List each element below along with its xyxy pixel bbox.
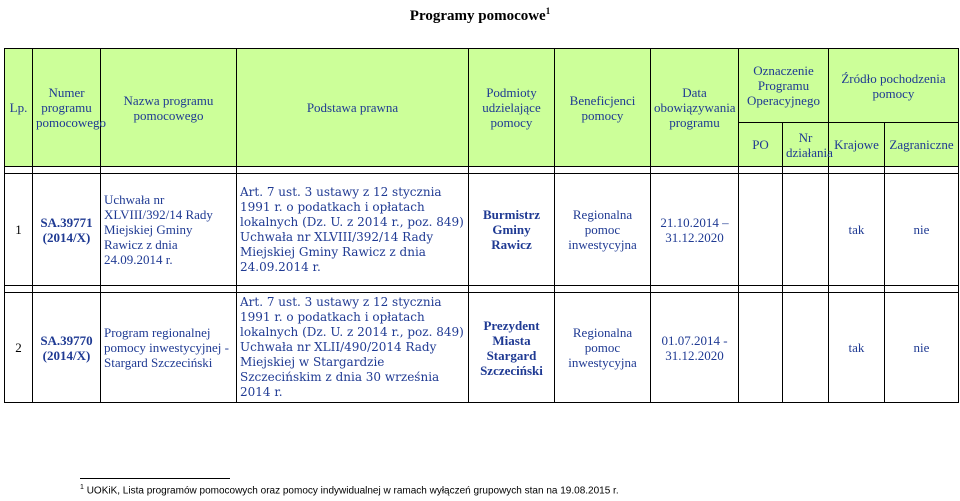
row-beneficjenci: Regionalna pomoc inwestycyjna [555, 174, 651, 286]
row-nazwa: Uchwała nr XLVIII/392/14 Rady Miejskiej Gminy Rawicz z dnia 24.09.2014 r. [101, 174, 237, 286]
header-podstawa: Podstawa prawna [237, 49, 469, 167]
footnote-marker: 1 [80, 484, 84, 491]
row-krajowe: tak [829, 293, 885, 403]
header-zagraniczne: Zagraniczne [885, 123, 959, 167]
row-beneficjenci: Regionalna pomoc inwestycyjna [555, 293, 651, 403]
title-footnote-marker: 1 [545, 6, 551, 16]
page-title: Programy pomocowe$^1$ [409, 6, 551, 24]
header-krajowe: Krajowe [829, 123, 885, 167]
row-lp: 2 [5, 293, 33, 403]
row-lp: 1 [5, 174, 33, 286]
header-zrodlo: Źródło pochodzenia pomocy [829, 49, 959, 123]
footnote [80, 484, 619, 496]
footnote-text: UOKiK, Lista programów pomocowych oraz pomocy indywidualnej w ramach wyłączeń grupowych stan na 19.08.2015 r. [86, 485, 619, 497]
row-podstawa: Art. 7 ust. 3 ustawy z 12 stycznia 1991 r. o podatkach i opłatach lokalnych (Dz. U. z 2014 r., poz. 849) Uchwała nr XLVIII/392/14 Rady Miejskiej Gminy Rawicz z dnia 24.09.2014 r. [237, 174, 469, 286]
row-podmioty: Prezydent Miasta Stargard Szczeciński [469, 293, 555, 403]
aid-programs-table [4, 48, 959, 403]
header-data: Data obowiązywania programu [651, 49, 739, 167]
row-nr-dzialania [783, 293, 829, 403]
row-nazwa: Program regionalnej pomocy inwestycyjnej - Stargard Szczeciński [101, 293, 237, 403]
footnote-divider [80, 478, 230, 479]
header-nazwa: Nazwa programu pomocowego [101, 49, 237, 167]
header-podmioty: Podmioty udzielające pomocy [469, 49, 555, 167]
header-beneficjenci: Beneficjenci pomocy [555, 49, 651, 167]
header-numer: Numer programu pomocowego [33, 49, 101, 167]
header-nr-dzialania: Nr działania [783, 123, 829, 167]
header-po: PO [739, 123, 783, 167]
header-oznaczenie: Oznaczenie Programu Operacyjnego [739, 49, 829, 123]
row-zagraniczne: nie [885, 174, 959, 286]
table-row [5, 293, 959, 403]
row-data: 01.07.2014 - 31.12.2020 [651, 293, 739, 403]
row-data: 21.10.2014 – 31.12.2020 [651, 174, 739, 286]
row-nr-dzialania [783, 174, 829, 286]
row-po [739, 293, 783, 403]
row-zagraniczne: nie [885, 293, 959, 403]
row-podmioty: Burmistrz Gminy Rawicz [469, 174, 555, 286]
row-numer: SA.39770 (2014/X) [33, 293, 101, 403]
row-podstawa: Art. 7 ust. 3 ustawy z 12 stycznia 1991 r. o podatkach i opłatach lokalnych (Dz. U. z 2014 r., poz. 849) Uchwała nr XLII/490/2014 Rady Miejskiej w Stargardzie Szczecińskim z dnia 30 września 2014 r. [237, 293, 469, 403]
row-numer: SA.39771 (2014/X) [33, 174, 101, 286]
table-row [5, 174, 959, 286]
header-lp: Lp. [5, 49, 33, 167]
row-po [739, 174, 783, 286]
row-krajowe: tak [829, 174, 885, 286]
